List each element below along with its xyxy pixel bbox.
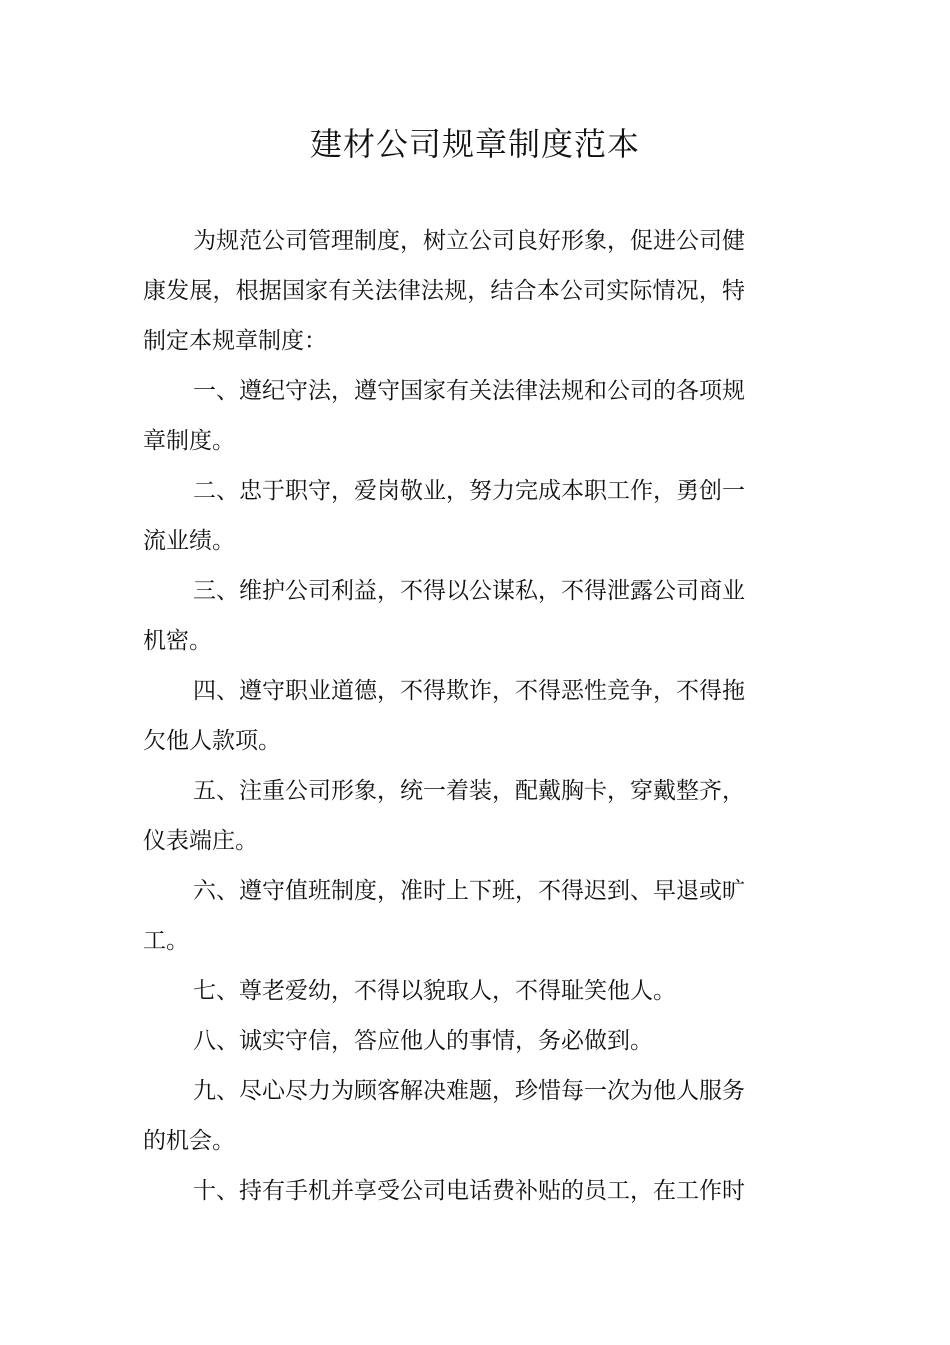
rule-4-paragraph: 四、遵守职业道德，不得欺诈，不得恶性竞争，不得拖欠他人款项。 <box>143 678 745 754</box>
rule-6-paragraph: 六、遵守值班制度，准时上下班，不得迟到、早退或旷工。 <box>143 878 745 954</box>
rule-10-paragraph: 十、持有手机并享受公司电话费补贴的员工，在工作时 <box>193 1178 745 1204</box>
document-title: 建材公司规章制度范本 <box>309 125 640 163</box>
document-body <box>143 216 745 1216</box>
intro-paragraph: 为规范公司管理制度，树立公司良好形象，促进公司健康发展，根据国家有关法律法规，结合本公司实际情况，特制定本规章制度： <box>143 228 745 354</box>
rule-1-paragraph: 一、遵纪守法，遵守国家有关法律法规和公司的各项规章制度。 <box>143 378 745 454</box>
rule-8-paragraph: 八、诚实守信，答应他人的事情，务必做到。 <box>193 1028 653 1054</box>
rule-9-paragraph: 九、尽心尽力为顾客解决难题，珍惜每一次为他人服务的机会。 <box>143 1078 745 1154</box>
rule-5-paragraph: 五、注重公司形象，统一着装，配戴胸卡，穿戴整齐，仪表端庄。 <box>143 778 745 854</box>
rule-7-paragraph: 七、尊老爱幼，不得以貌取人，不得耻笑他人。 <box>193 978 676 1004</box>
rule-3-paragraph: 三、维护公司利益，不得以公谋私，不得泄露公司商业机密。 <box>143 578 745 654</box>
rule-2-paragraph: 二、忠于职守，爱岗敬业，努力完成本职工作，勇创一流业绩。 <box>143 478 745 554</box>
